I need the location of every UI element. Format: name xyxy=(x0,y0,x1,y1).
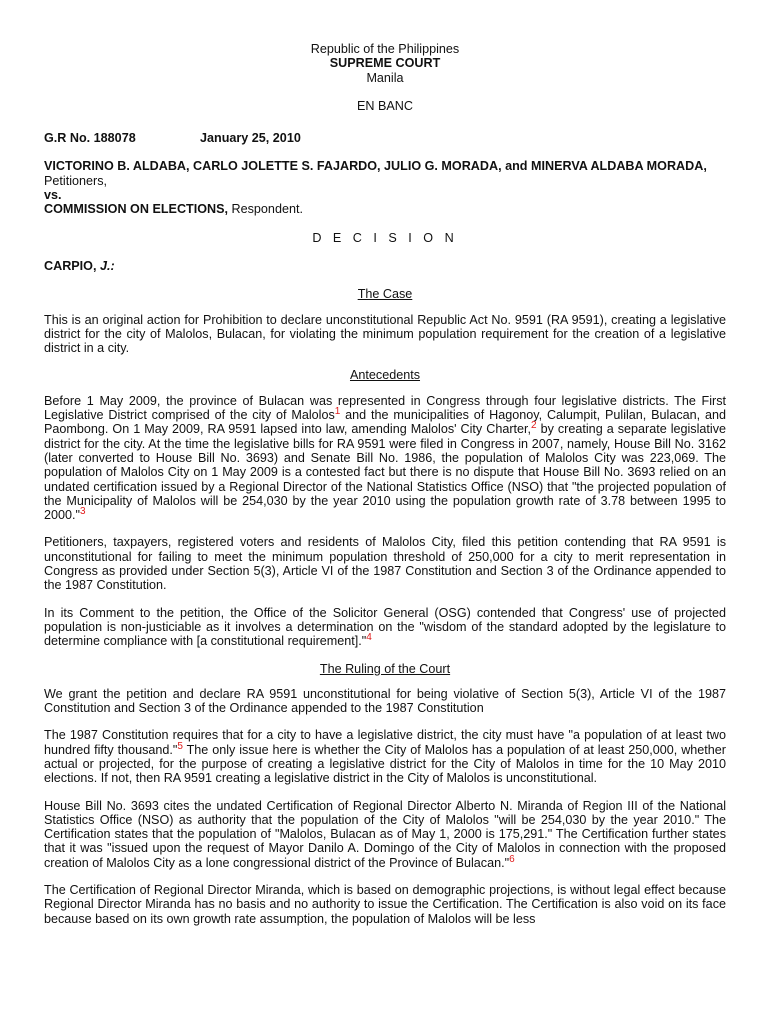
case-number-line xyxy=(44,131,726,145)
footnote-link-5[interactable]: 5 xyxy=(177,740,183,752)
ponente xyxy=(44,259,726,273)
heading-ruling: The Ruling of the Court xyxy=(319,661,451,676)
paragraph: The 1987 Constitution requires that for a city to have a legislative district, the city must have "a population of at least two hundred fifty thousand."$^5$ The only issue here is whether the City of Malolos has a population of at least 250,000, whether actual or projected, for the purpose of creating a legislative district for the City of Malolos in time for the 10 May 2010 elections. If not, then RA 9591 creating a legislative district in the City of Malolos is unconstitutional. xyxy=(44,728,726,786)
paragraph: House Bill No. 3693 cites the undated Certification of Regional Director Alberto N. Miranda of Region III of the National Statistics Office (NSO) as authority that the population of the City of Malolos "will be 254,030 by the year 2010." The Certification states that the population of "Malolos, Bulacan as of May 1, 2000 is 175,291." The Certification further states that it was "issued upon the request of Mayor Danilo A. Domingo of the City of Malolos in connection with the proposed creation of Malolos City as a lone congressional district of the Province of Bulacan."$^6$ xyxy=(44,798,726,870)
heading-antecedents: Antecedents xyxy=(349,368,421,383)
case-parties xyxy=(44,159,726,216)
paragraph: Before 1 May 2009, the province of Bulacan was represented in Congress through four legislative districts. The First Legislative District comprised of the city of Malolos$^1$ and the municipalities of Hagonoy, Calumpit, Pulilan, Bulacan, and Paombong. On 1 May 2009, RA 9591 lapsed into law, amending Malolos' City Charter,$^2$ by creating a separate legislative district for the city. At the time the legislative bills for RA 9591 were filed in Congress in 2007, namely, House Bill No. 3162 (later converted to House Bill No. 3693) and Senate Bill No. 1986, the population of Malolos City was 223,069. The population of Malolos City on 1 May 2009 is a contested fact but there is no dispute that House Bill No. 3693 relied on an undated certification issued by a Regional Director of the National Statistics Office (NSO) that "the projected population of the Municipality of Malolos will be 254,030 by the year 2010 using the population growth rate of 3.78 between 1995 to 2000."$^3$ xyxy=(44,393,726,523)
paragraph: Petitioners, taxpayers, registered voters and residents of Malolos City, filed this petition contending that RA 9591 is unconstitutional for failing to meet the minimum population threshold of 250,000 for a city to merit representation in Congress as provided under Section 5(3), Article VI of the 1987 Constitution and Section 3 of the Ordinance appended to the 1987 Constitution. xyxy=(44,535,726,593)
petitioners-names: VICTORINO B. ALDABA, CARLO JOLETTE S. FAJARDO, JULIO G. MORADA, and MINERVA ALDABA MORADA, xyxy=(44,159,707,174)
versus-label: vs. xyxy=(44,188,62,203)
decision-title: D E C I S I O N xyxy=(312,230,458,245)
paragraph: In its Comment to the petition, the Office of the Solicitor General (OSG) contended that Congress' use of projected population is non-justiciable as it involves a determination on the "wisdom of the standard adopted by the legislature to determine compliance with [a constitutional requirement]."$^4$ xyxy=(44,605,726,649)
paragraph: The Certification of Regional Director Miranda, which is based on demographic projections, is without legal effect because Regional Director Miranda has no basis and no authority to issue the Certification. The Certification is also void on its face because based on its own growth rate assumption, the population of Malolos will be less xyxy=(44,883,726,926)
heading-the-case: The Case xyxy=(357,287,413,302)
court-header xyxy=(44,42,726,113)
footnote-link-3[interactable]: 3 xyxy=(80,505,86,517)
footnote-link-6[interactable]: 6 xyxy=(509,853,515,865)
paragraph: We grant the petition and declare RA 9591 unconstitutional for being violative of Section 5(3), Article VI of the 1987 Constitution and Section 3 of the Ordinance appended to the 1987 Constitution xyxy=(44,686,726,716)
footnote-link-4[interactable]: 4 xyxy=(366,632,372,644)
paragraph: This is an original action for Prohibition to declare unconstitutional Republic Act No. 9591 (RA 9591), creating a legislative district for the city of Malolos, Bulacan, for violating the minimum population requirement for the creation of a legislative district in a city. xyxy=(44,312,726,356)
republic-line: Republic of the Philippines xyxy=(310,42,460,56)
court-location: Manila xyxy=(366,70,404,85)
gr-number: G.R No. 188078 xyxy=(44,131,136,146)
footnote-link-1[interactable]: 1 xyxy=(334,405,341,417)
respondent-name: COMMISSION ON ELECTIONS, xyxy=(44,202,229,217)
decision-date: January 25, 2010 xyxy=(200,131,301,146)
petitioners-role: Petitioners, xyxy=(44,173,107,188)
footnote-link-2[interactable]: 2 xyxy=(531,420,537,432)
court-name: SUPREME COURT xyxy=(329,56,441,71)
ponente-name: CARPIO, xyxy=(44,258,100,273)
division-label: EN BANC xyxy=(357,98,413,113)
ponente-suffix: J.: xyxy=(99,258,115,273)
decision-document xyxy=(44,42,726,939)
respondent-role: Respondent. xyxy=(228,202,303,217)
